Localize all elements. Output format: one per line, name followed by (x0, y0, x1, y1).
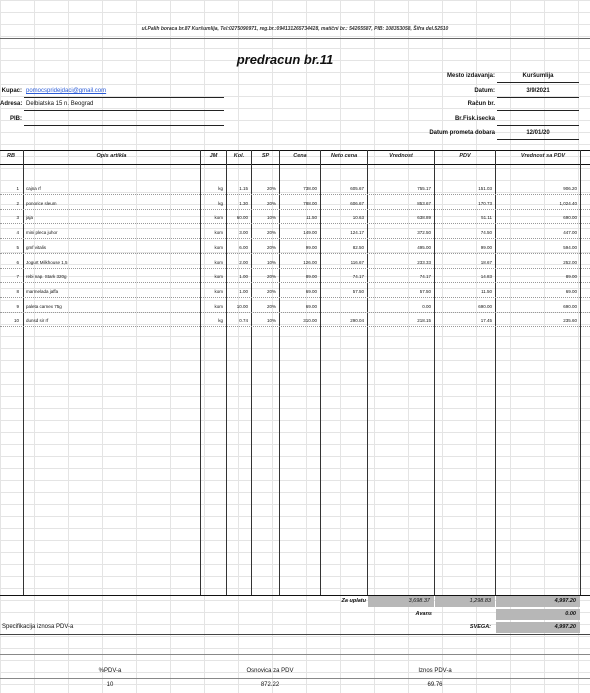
cell-sp: 20% (266, 288, 276, 294)
total-ukupno: 4,997.20 (554, 598, 576, 604)
cell-pdv: 51.11 (481, 215, 492, 221)
cell-kol: 3.00 (239, 230, 248, 236)
company-info-line: ul.Palih boraca br.87 Kuršumlija, Tel:0275090971, reg.br.:094131265734428, matični br.: 54265587, PIB: 108353058, Šifra del.52510 (141, 26, 449, 32)
items-table (0, 150, 590, 595)
avans-value[interactable]: 0.00 (565, 611, 576, 617)
mesto-value[interactable]: Kuršumlija (522, 73, 554, 79)
cell-vrednost: 495.00 (417, 244, 431, 250)
cell-pdv: 99.00 (480, 244, 492, 250)
cell-ukupno: 690.00 (563, 303, 577, 309)
header-vrednost-sa-pdv: Vrednost sa PDV (520, 153, 566, 159)
cell-kol: 0.74 (239, 318, 248, 324)
adresa-label: Adresa: (0, 101, 23, 107)
cell-vrednost: 74.17 (419, 274, 431, 280)
cell-rb: 9 (16, 303, 19, 309)
cell-ukupno: 235.60 (563, 318, 577, 324)
spec-value-osnovica: 872.22 (260, 682, 280, 688)
cell-vrednost: 853.67 (417, 200, 431, 206)
total-vrednost: 3,698.37 (408, 598, 430, 604)
table-row[interactable] (0, 302, 590, 316)
cell-jm: kom (214, 274, 223, 280)
spec-header-iznos: Iznos PDV-a (418, 668, 452, 674)
cell-neto: 82.50 (352, 244, 364, 250)
cell-opis: ponorice sleum (26, 200, 57, 206)
svega-label: SVEGA: (469, 624, 491, 630)
cell-jm: kom (214, 303, 223, 309)
cell-opis: dunsd sir rf (26, 318, 49, 324)
cell-rb: 10 (13, 318, 19, 324)
cell-pdv: 18.67 (480, 259, 492, 265)
table-row[interactable] (0, 199, 590, 213)
cell-kol: 10.00 (236, 303, 248, 309)
table-row[interactable] (0, 287, 590, 301)
cell-vrednost: 755.17 (417, 186, 431, 191)
cell-ukupno: 252.00 (563, 259, 577, 265)
spec-header-percent: %PDV-a (98, 668, 122, 674)
adresa-value[interactable]: Delbiatska 15 n. Beograd (26, 101, 94, 107)
cell-ukupno: 690.00 (563, 215, 577, 221)
table-row[interactable] (0, 184, 590, 198)
cell-pdv: 74.50 (480, 230, 492, 236)
cell-cena: 89.00 (305, 274, 317, 280)
cell-opis: jaja (26, 215, 34, 221)
cell-ukupno: 906.20 (563, 186, 577, 191)
svega-value: 4,997.20 (554, 624, 576, 630)
cell-vrednost: 0.00 (422, 303, 431, 309)
cell-rb: 7 (16, 274, 19, 280)
cell-sp: 20% (266, 274, 276, 280)
cell-cena: 738.00 (303, 186, 317, 191)
cell-jm: kom (214, 244, 223, 250)
cell-pdv: 11.50 (481, 288, 492, 294)
cell-neto: 116.67 (350, 259, 364, 265)
cell-rb: 3 (16, 215, 19, 221)
cell-jm: kg (218, 186, 223, 191)
cell-ukupno: 594.00 (563, 244, 577, 250)
cell-neto: 74.17 (352, 274, 364, 280)
table-row[interactable] (0, 213, 590, 227)
pib-label: PIB: (10, 116, 22, 122)
cell-opis: marmelada jaffa (26, 288, 59, 294)
cell-sp: 10% (266, 215, 276, 221)
cell-cena: 69.00 (305, 288, 317, 294)
header-neto: Neto cena (330, 153, 358, 159)
cell-neto: 124.17 (350, 230, 364, 236)
cell-kol: 60.00 (236, 215, 248, 221)
cell-opis: rebi nap. Stark 320g (26, 274, 67, 280)
cell-jm: kom (214, 215, 223, 221)
header-cena: Cena (293, 153, 307, 159)
cell-ukupno: 69.00 (565, 288, 577, 294)
za-uplatu-label: Za uplatu (341, 598, 366, 604)
cell-rb: 6 (16, 259, 19, 265)
cell-rb: 4 (16, 230, 19, 236)
pdv-specification-label: Specifikacija iznosa PDV-a (2, 624, 74, 630)
cell-neto: 605.67 (350, 186, 364, 191)
cell-jm: kom (214, 259, 223, 265)
header-vrednost: Vrednost (389, 153, 413, 159)
cell-cena: 149.00 (303, 230, 317, 236)
kupac-email-link[interactable]: pomocspridejdaci@gmail.com (26, 88, 107, 94)
cell-rb: 8 (16, 288, 19, 294)
cell-opis: gmf vitalis (26, 244, 47, 250)
cell-opis: paleta carnex 75g (26, 303, 62, 309)
cell-sp: 20% (266, 186, 276, 191)
cell-ukupno: 447.00 (563, 230, 577, 236)
header-opis: Opis artikla (96, 153, 127, 159)
cell-cena: 126.00 (303, 259, 317, 265)
cell-sp: 20% (266, 244, 276, 250)
cell-sp: 10% (266, 259, 276, 265)
cell-vrednost: 218.15 (417, 318, 431, 324)
table-row[interactable] (0, 272, 590, 286)
cell-opis: cajna rf (26, 186, 41, 191)
cell-neto: 10.63 (352, 215, 364, 221)
racun-label: Račun br. (467, 101, 495, 107)
spec-value-percent: 10 (106, 682, 114, 688)
cell-rb: 2 (16, 200, 19, 206)
header-kol: Kol. (233, 153, 245, 159)
cell-jm: kom (214, 288, 223, 294)
cell-jm: kom (214, 230, 223, 236)
cell-cena: 788.00 (303, 200, 317, 206)
cell-neto: 57.50 (352, 288, 364, 294)
cell-sp: 20% (266, 200, 276, 206)
cell-opis: Jogurt Milkhouse 1,5 (26, 259, 68, 265)
cell-pdv: 151.03 (478, 186, 492, 191)
cell-kol: 1.00 (239, 288, 248, 294)
cell-kol: 1.15 (239, 186, 248, 191)
cell-rb: 5 (16, 244, 19, 250)
cell-pdv: 17.45 (480, 318, 492, 324)
cell-sp: 10% (266, 318, 276, 324)
cell-ukupno: 89.00 (565, 274, 577, 280)
cell-vrednost: 638.89 (417, 215, 431, 221)
cell-neto: 290.04 (350, 318, 364, 324)
spec-header-osnovica: Osnovica za PDV (246, 668, 294, 674)
promet-value[interactable]: 12/01/20 (526, 130, 550, 136)
header-sp: SP (261, 153, 270, 159)
spec-value-iznos: 69.76 (427, 682, 443, 688)
datum-value[interactable]: 3/9/2021 (526, 88, 550, 94)
cell-cena: 11.50 (306, 215, 317, 221)
cell-neto: 606.67 (350, 200, 364, 206)
cell-kol: 1.30 (239, 200, 248, 206)
cell-pdv: 690.00 (478, 303, 492, 309)
mesto-label: Mesto izdavanja: (446, 73, 495, 79)
header-rb: RB (7, 153, 15, 159)
total-pdv: 1,298.83 (469, 598, 491, 604)
promet-label: Datum prometa dobara (429, 130, 495, 136)
cell-vrednost: 372.50 (417, 230, 431, 236)
table-row[interactable] (0, 316, 590, 330)
cell-kol: 6.00 (239, 244, 248, 250)
cell-kol: 2.00 (239, 259, 248, 265)
cell-pdv: 14.83 (480, 274, 492, 280)
cell-opis: mini pleca juhor (26, 230, 58, 236)
cell-jm: kg (218, 200, 223, 206)
cell-kol: 1.00 (239, 274, 248, 280)
cell-rb: 1 (16, 186, 19, 191)
cell-sp: 20% (266, 230, 276, 236)
cell-vrednost: 57.50 (419, 288, 431, 294)
kupac-label: Kupac: (1, 88, 22, 94)
cell-cena: 99.00 (305, 244, 317, 250)
cell-sp: 20% (266, 303, 276, 309)
cell-cena: 310.00 (303, 318, 317, 324)
table-row[interactable] (0, 258, 590, 272)
document-title: predracun br.11 (236, 52, 334, 67)
datum-label: Datum: (474, 88, 495, 94)
cell-jm: kg (218, 318, 223, 324)
cell-pdv: 170.73 (478, 200, 492, 206)
cell-vrednost: 233.33 (417, 259, 431, 265)
cell-cena: 69.00 (305, 303, 317, 309)
header-pdv: PDV (459, 153, 471, 159)
fisk-label: Br.Fisk.isecka (454, 116, 495, 122)
header-jm: JM (209, 153, 218, 159)
avans-label: Avans (415, 611, 432, 617)
table-row[interactable] (0, 228, 590, 242)
cell-ukupno: 1,024.40 (559, 200, 577, 206)
table-row[interactable] (0, 243, 590, 257)
